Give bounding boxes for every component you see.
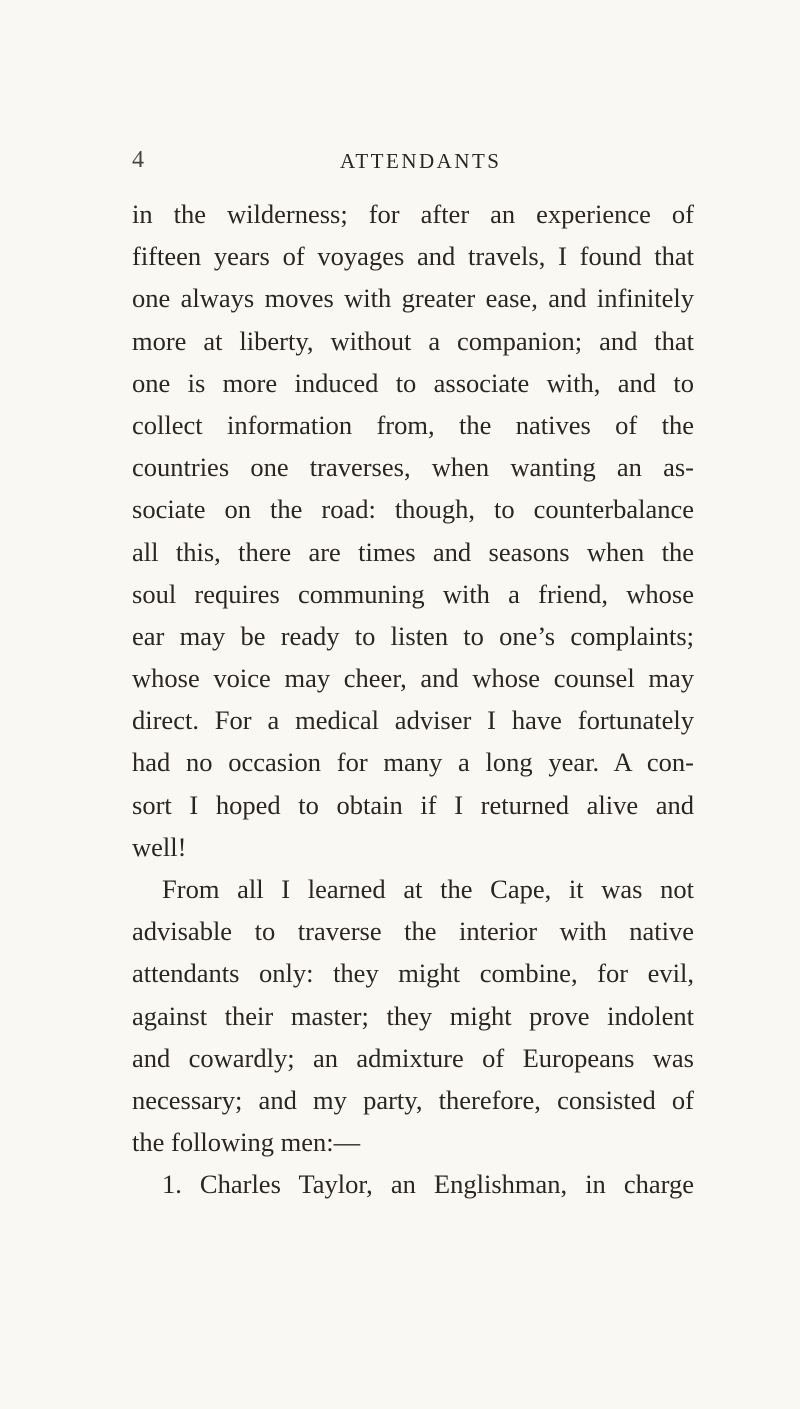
text-line: soul requires communing with a friend, whose <box>132 578 694 609</box>
text-line: 1. Charles Taylor, an Englishman, in charge <box>162 1169 694 1200</box>
body-text <box>132 193 694 1206</box>
text-line: sort I hoped to obtain if I returned alive and <box>132 789 694 820</box>
text-line: had no occasion for many a long year. A con- <box>132 747 694 778</box>
text-line: advisable to traverse the interior with native <box>132 916 694 947</box>
text-line: in the wilderness; for after an experience of <box>132 199 694 229</box>
text-line: all this, there are times and seasons when the <box>132 536 694 567</box>
text-line: well! <box>132 831 187 862</box>
text-line: From all I learned at the Cape, it was not <box>162 874 694 904</box>
page-number: 4 <box>132 147 144 173</box>
text-line: whose voice may cheer, and whose counsel may <box>132 663 694 694</box>
text-line: and cowardly; an admixture of Europeans was <box>132 1042 694 1073</box>
text-line: countries one traverses, when wanting an as- <box>132 452 694 483</box>
text-line: against their master; they might prove indolent <box>132 1000 694 1031</box>
text-line: direct. For a medical adviser I have fortunately <box>132 705 694 736</box>
text-line: fifteen years of voyages and travels, I found that <box>132 241 694 272</box>
text-line: one always moves with greater ease, and infinitely <box>132 283 694 314</box>
text-line: the following men:— <box>132 1127 361 1158</box>
text-line: sociate on the road: though, to counterbalance <box>132 494 694 525</box>
text-line: ear may be ready to listen to one’s complaints; <box>132 620 694 651</box>
text-line: collect information from, the natives of the <box>132 409 694 440</box>
running-title: ATTENDANTS <box>340 149 502 173</box>
running-head <box>132 142 692 178</box>
text-line: attendants only: they might combine, for evil, <box>132 958 694 989</box>
text-line: necessary; and my party, therefore, consisted of <box>132 1084 694 1115</box>
text-line: more at liberty, without a companion; and that <box>132 325 694 356</box>
text-line: one is more induced to associate with, and to <box>132 367 694 398</box>
